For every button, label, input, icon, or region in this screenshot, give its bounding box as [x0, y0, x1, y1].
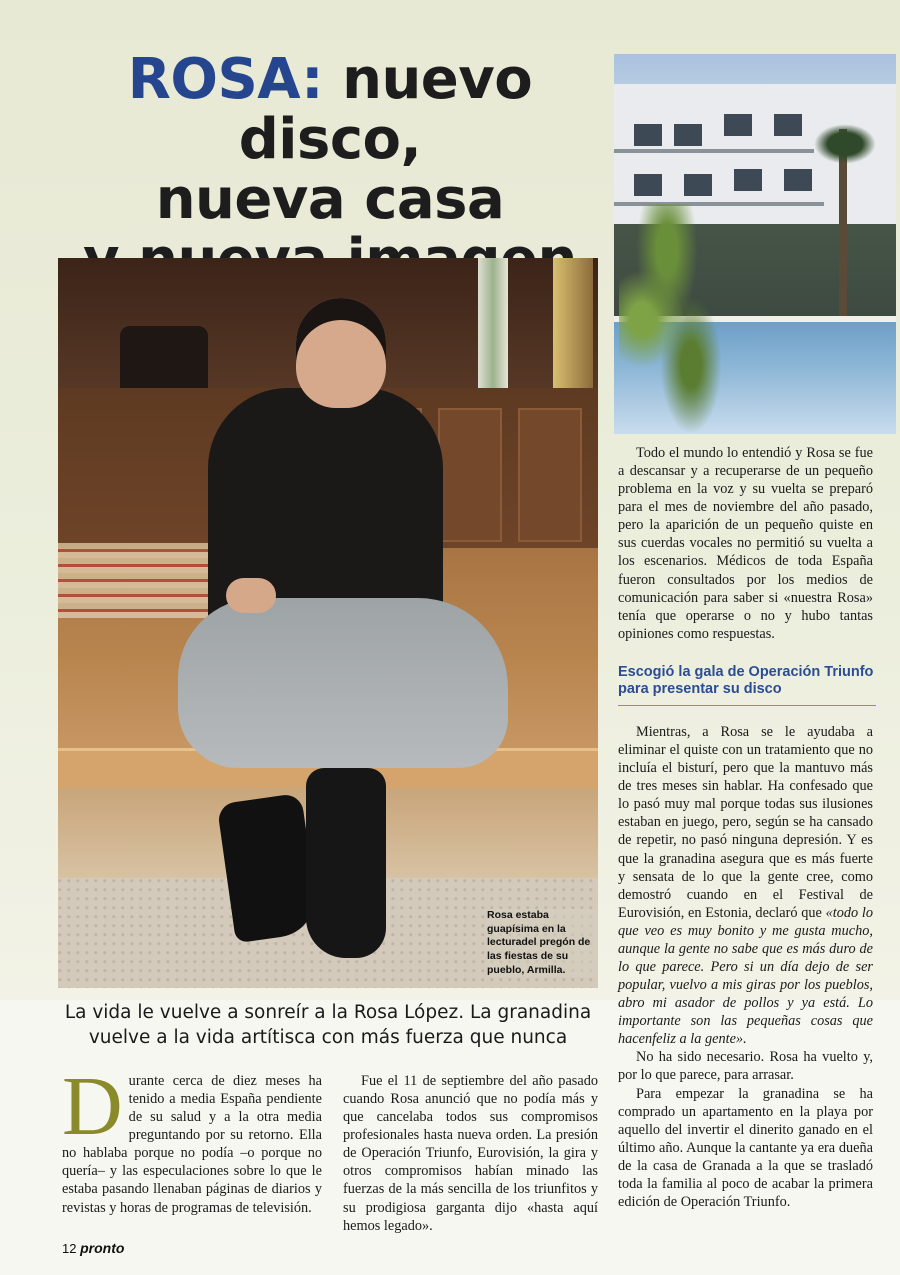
article-paragraph [618, 723, 873, 1048]
desk-panel [438, 408, 502, 542]
headline-line1: nuevo disco, [238, 47, 533, 172]
apartment-pool-photo [614, 54, 896, 434]
person-legs [178, 598, 508, 768]
building-window [784, 169, 812, 191]
rosa-quote: «todo lo que veo es muy bonito y me gusta mucho, aunque la gente no sabe que es más duro de lo que parece. Pero si un día dejo de ser popular, vuelvo a mis giras por los pueblos, abro mi asador de pollos y ya está. Lo importante son las pequeñas cosas que hacenfeliz a la gente». [618, 904, 874, 1048]
article-paragraph: Fue el 11 de septiembre del año pasado cuando Rosa anunció que no podía más y que cancelaba todos sus compromisos profesionales hasta nueva orden. La presión de Operación Triunfo, Eurovisión, la gira y otros compromisos habían minado las fuerzas de la más sencilla de los triunfitos y su prodigiosa garganta dijo «hasta aquí hemos legado». [343, 1073, 598, 1234]
main-photo-rosa [58, 258, 598, 988]
person-boot [306, 768, 386, 958]
article-paragraph [62, 1060, 322, 1217]
article-subhead: Escogió la gala de Operación Triunfo para presentar su disco [618, 664, 876, 706]
building-window [724, 114, 752, 136]
article-paragraph: No ha sido necesario. Rosa ha vuelto y, por lo que parece, para arrasar. [618, 1049, 873, 1084]
article-paragraph: Para empezar la granadina se ha comprado un apartamento en la playa por aquello del invertir el dinerito ganado en el último año. Aunque la cantante ya era dueña de la casa de Granada a la que se trasladó toda la familia al poco de acabar la primera edición de Operación Triunfo. [618, 1085, 873, 1211]
page-number: 12 [62, 1241, 77, 1256]
page-folio [62, 1240, 124, 1256]
desk-panel [518, 408, 582, 542]
foreground-branch [619, 204, 739, 434]
article-column-2 [343, 1072, 598, 1235]
column-1-text: urante cerca de diez meses ha tenido a media España pendiente de su salud y a la otra media preguntando por su retorno. Ella no hablaba porque no podía –o porque no quería– y las especulaciones sobre lo que le estaba pasando llenaban páginas de diarios y revistas y horas de programas de televisión. [62, 1073, 322, 1216]
building-window [674, 124, 702, 146]
building-window [734, 169, 762, 191]
headline-line2: nueva casa [155, 166, 505, 232]
article-deck: La vida le vuelve a sonreír a la Rosa López. La granadina vuelve a la vida artítisca con más fuerza que nunca [64, 1002, 592, 1048]
building-window [634, 124, 662, 146]
drop-cap: D [62, 1060, 123, 1153]
person-head [296, 298, 386, 408]
paragraph-text: Mientras, a Rosa se le ayudaba a eliminar el quiste con un tratamiento que no incluía el bisturí, pero que la mantuvo más de tres meses sin hablar. Ha confesado que lo pasó muy mal porque todas sus ilusiones estaban en juego, pero, según se ha cansado de repetir, no pasó ninguna depresión. Y es que la granadina asegura que es más fuerte y sensata de lo que la gente cree, como demostró cuando en el Festival de Eurovisión, en Estonia, declaró que [618, 724, 873, 921]
photo-flag [478, 258, 508, 388]
palm-leaves [814, 124, 876, 164]
article-paragraph: Todo el mundo lo entendió y Rosa se fue a descansar y a recuperarse de un pequeño problema en la voz y su vuelta se preparó para el mes de noviembre del año pasado, pero la aparición de un pequeño quiste en sus cuerdas vocales no permitió su vuelta a los escenarios. Médicos de toda España fueron consultados por los medios de comunicación para saber si «nuestra Rosa» tenía que operarse o no y hubo tantas opiniones como respuestas. [618, 445, 873, 642]
balcony-rail [614, 149, 814, 153]
headline-name: ROSA: [127, 47, 324, 112]
photo-caption: Rosa estaba guapísima en la lecturadel pregón de las fiestas de su pueblo, Armilla. [487, 909, 597, 977]
headline [60, 47, 600, 290]
building-window [684, 174, 712, 196]
photo-flag [553, 258, 593, 388]
building-window [774, 114, 802, 136]
article-column-1 [62, 1060, 322, 1217]
magazine-name: pronto [80, 1240, 125, 1256]
article-column-3-bottom [618, 723, 873, 1211]
building-window [634, 174, 662, 196]
article-column-3-top [618, 444, 873, 643]
person-hand [226, 578, 276, 613]
